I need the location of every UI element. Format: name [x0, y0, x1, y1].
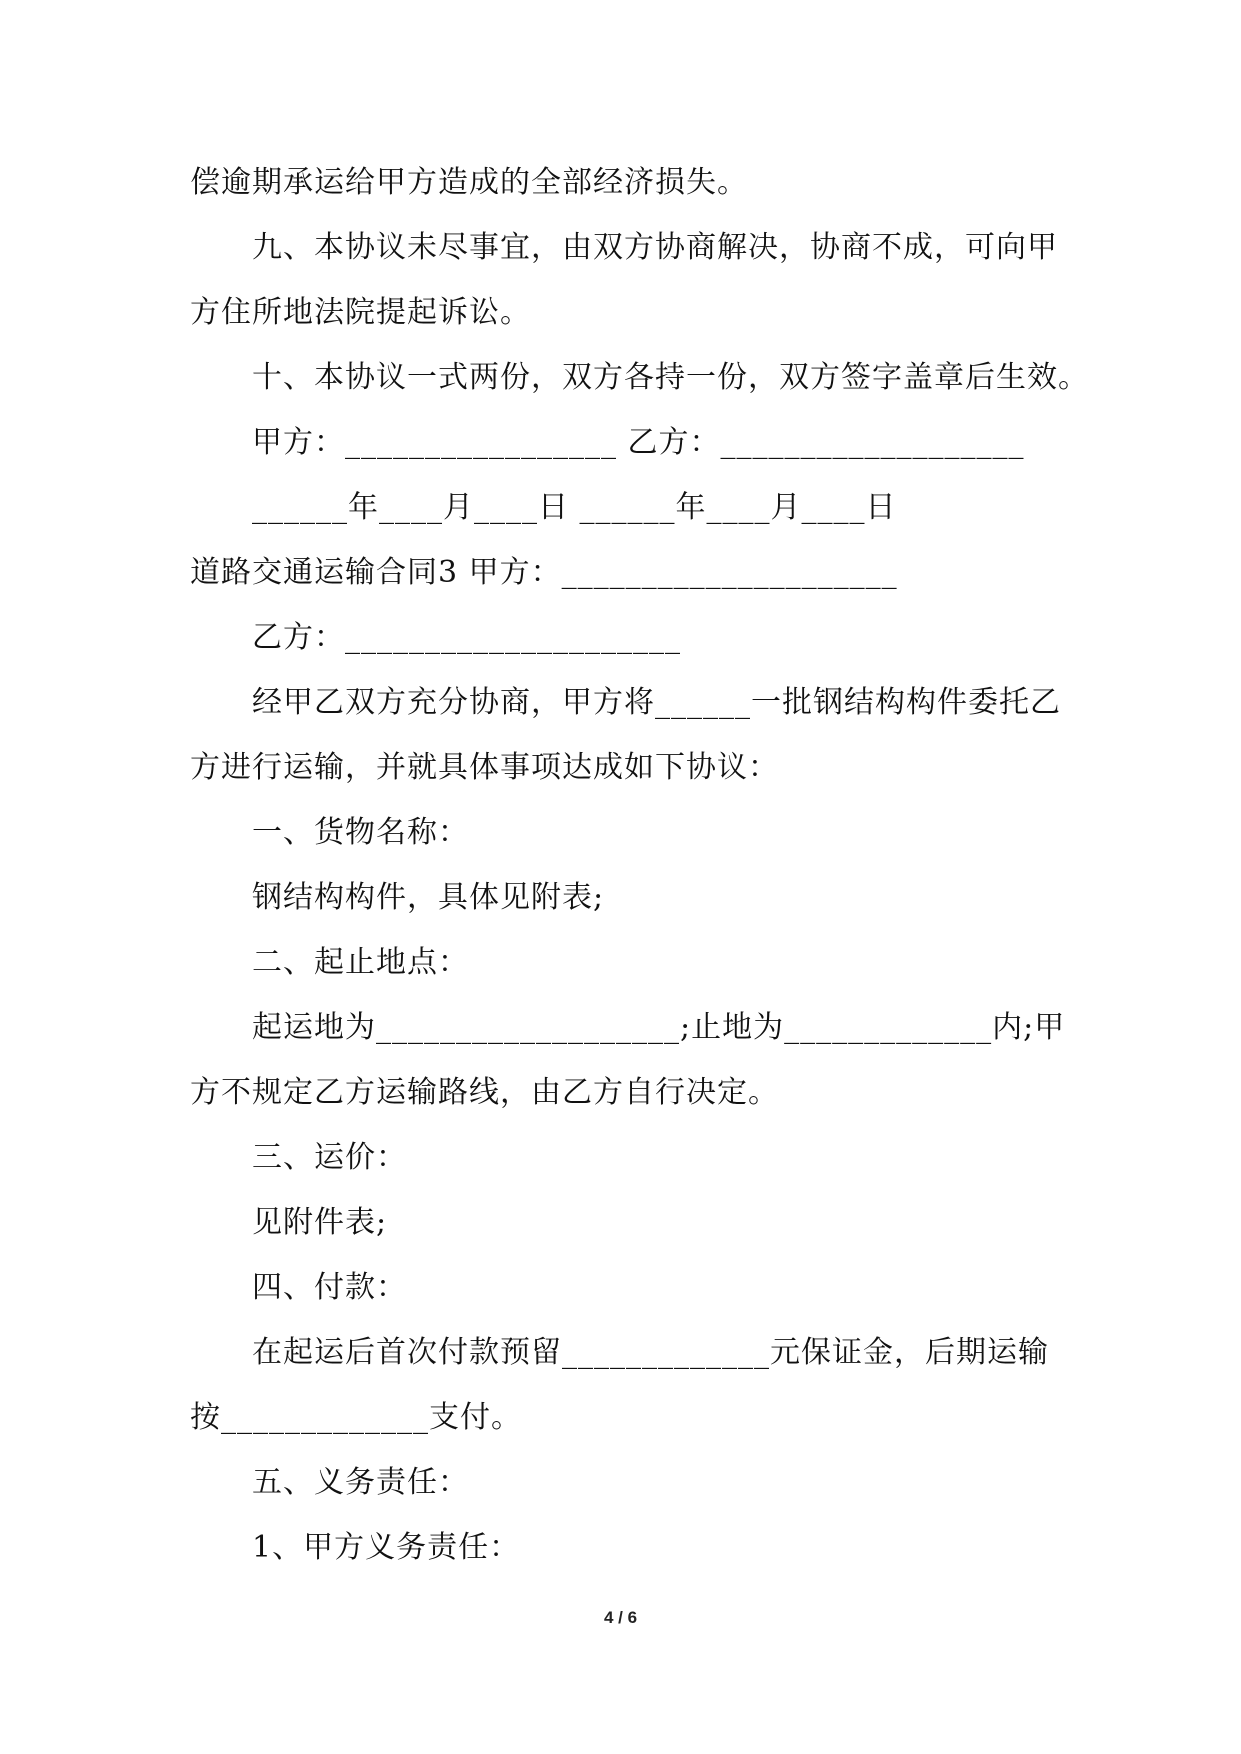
subsection-heading-party-a: 1、甲方义务责任： — [252, 1530, 521, 1565]
text-line-20: 按_____________支付。 — [190, 1400, 522, 1435]
text-line-4: 十、本协议一式两份，双方各持一份，双方签字盖章后生效。 — [252, 360, 1089, 395]
text-line-2: 九、本协议未尽事宜，由双方协商解决，协商不成，可向甲 — [252, 230, 1058, 265]
text-line-15: 方不规定乙方运输路线，由乙方自行决定。 — [190, 1075, 779, 1110]
signature-line-dates: ______年____月____日 ______年____月____日 — [252, 490, 897, 525]
text-line-19: 在起运后首次付款预留_____________元保证金，后期运输 — [252, 1335, 1049, 1370]
text-line-10: 方进行运输，并就具体事项达成如下协议： — [190, 750, 779, 785]
section-heading-payment: 四、付款： — [252, 1270, 407, 1305]
page-number: 4 / 6 — [603, 1608, 638, 1627]
text-line-1: 偿逾期承运给甲方造成的全部经济损失。 — [190, 165, 748, 200]
section-heading-price: 三、运价： — [252, 1140, 407, 1175]
section-heading-obligations: 五、义务责任： — [252, 1465, 469, 1500]
text-line-12: 钢结构构件，具体见附表; — [252, 880, 605, 915]
text-line-14: 起运地为___________________;止地为_____________内;甲 — [252, 1010, 1066, 1045]
section-heading-route: 二、起止地点： — [252, 945, 469, 980]
text-line-17: 见附件表; — [252, 1205, 388, 1240]
section-heading-goods: 一、货物名称： — [252, 815, 469, 850]
text-line-3: 方住所地法院提起诉讼。 — [190, 295, 531, 330]
signature-line-parties: 甲方：_________________ 乙方：___________________ — [252, 425, 1025, 460]
contract-title-line: 道路交通运输合同3 甲方：_____________________ — [190, 555, 898, 590]
party-b-line: 乙方：_____________________ — [252, 620, 681, 655]
text-line-9: 经甲乙双方充分协商，甲方将______一批钢结构构件委托乙 — [252, 685, 1061, 720]
